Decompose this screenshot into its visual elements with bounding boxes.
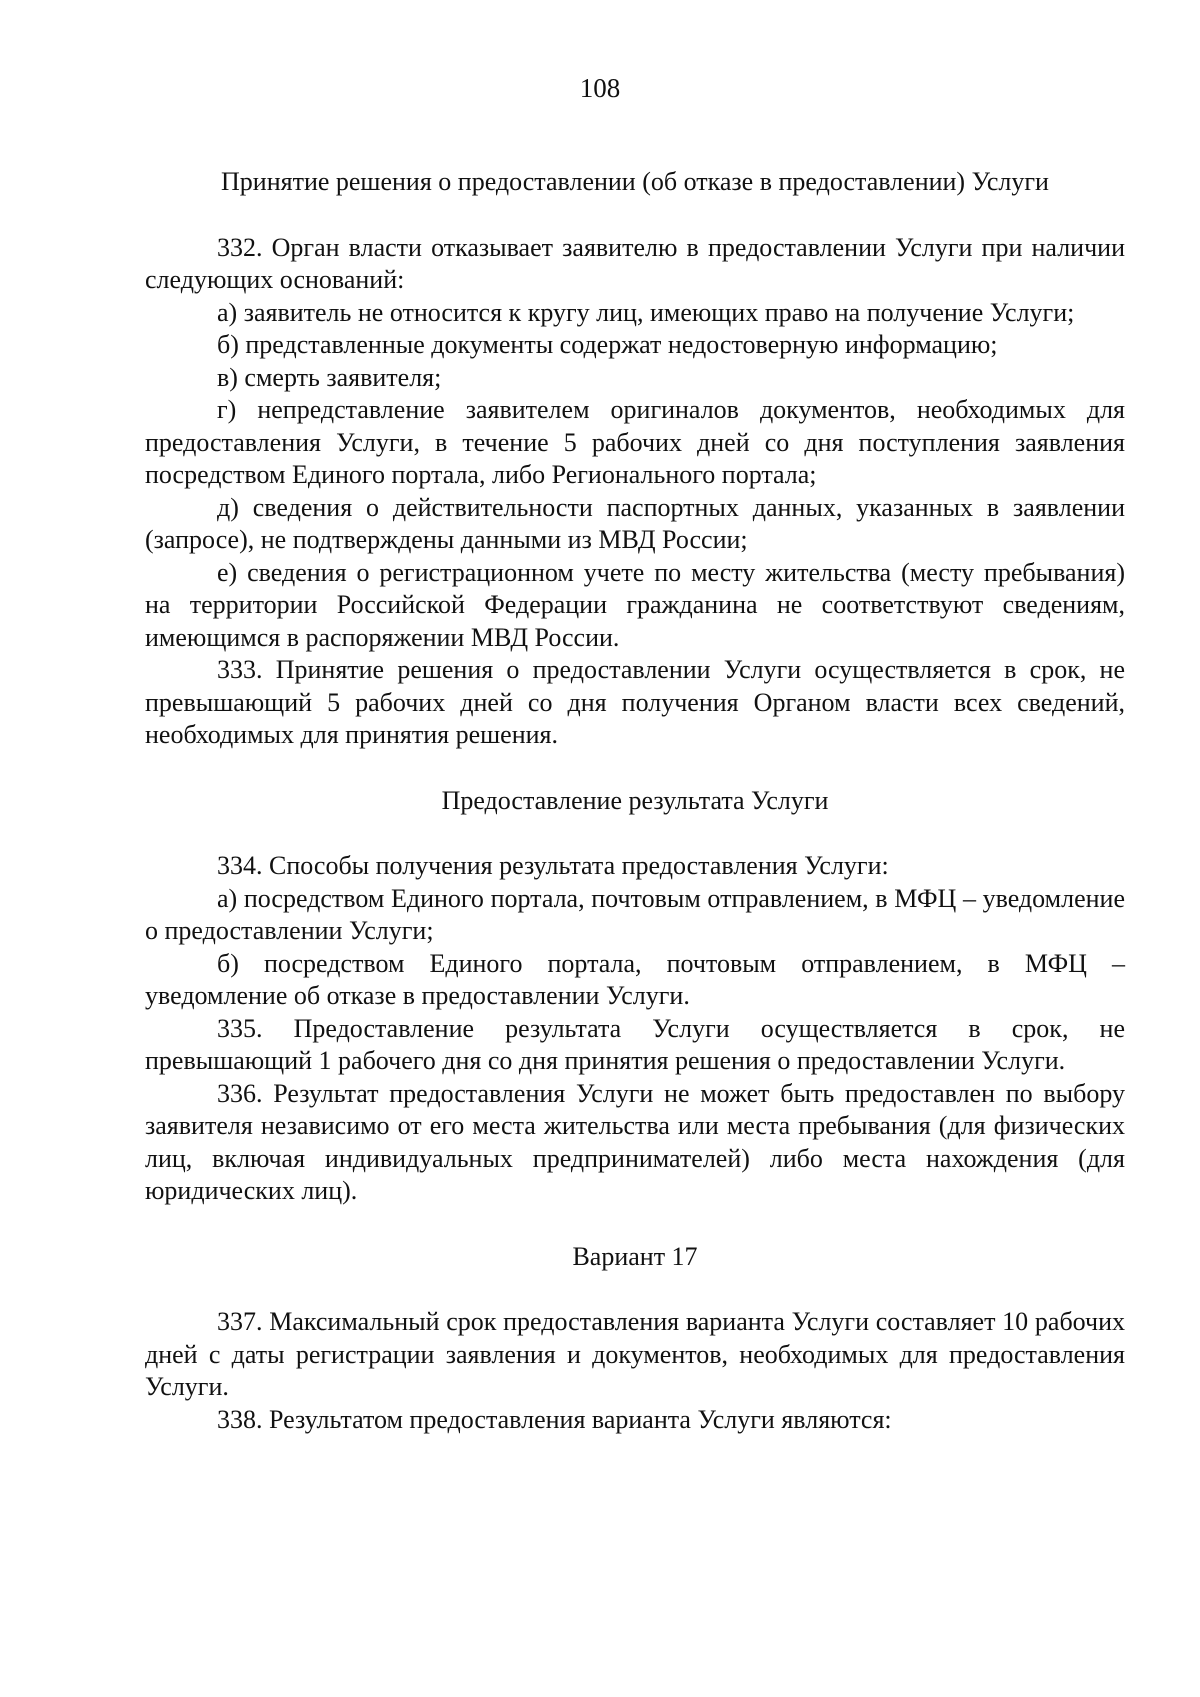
paragraph-332-v: в) смерть заявителя;	[217, 362, 442, 392]
paragraph-335: 335. Предоставление результата Услуги осуществляется в срок, не превышающий 1 рабочего дня со дня принятия решения о предоставлении Услуги.	[145, 1013, 1125, 1075]
paragraph-334: 334. Способы получения результата предоставления Услуги:	[217, 851, 889, 880]
section-heading-decision: Принятие решения о предоставлении (об отказе в предоставлении) Услуги	[221, 167, 1049, 196]
section-heading-variant-17: Вариант 17	[572, 1241, 698, 1271]
paragraph-334-a: а) посредством Единого портала, почтовым отправлением, в МФЦ – уведомление о предоставлении Услуги;	[145, 883, 1125, 945]
paragraph-337: 337. Максимальный срок предоставления варианта Услуги составляет 10 рабочих дней с даты регистрации заявления и документов, необходимых для предоставления Услуги.	[145, 1307, 1125, 1401]
paragraph-332-g: г) непредставление заявителем оригиналов документов, необходимых для предоставления Услуги, в течение 5 рабочих дней со дня поступления заявления посредством Единого портала, либо Регионального портала;	[145, 395, 1125, 489]
section-heading-result: Предоставление результата Услуги	[441, 785, 829, 815]
paragraph-332-b: б) представленные документы содержат недостоверную информацию;	[217, 330, 998, 359]
document-body	[145, 166, 1125, 1436]
paragraph-332: 332. Орган власти отказывает заявителю в предоставлении Услуги при наличии следующих оснований:	[145, 232, 1125, 294]
paragraph-336: 336. Результат предоставления Услуги не может быть предоставлен по выбору заявителя независимо от его места жительства или места пребывания (для физических лиц, включая индивидуальных предпринимателей) либо места нахождения (для юридических лиц).	[145, 1078, 1125, 1205]
paragraph-334-b: б) посредством Единого портала, почтовым отправлением, в МФЦ – уведомление об отказе в предоставлении Услуги.	[145, 948, 1125, 1010]
paragraph-332-e: е) сведения о регистрационном учете по месту жительства (месту пребывания) на территории Российской Федерации гражданина не соответствуют сведениям, имеющимся в распоряжении МВД России.	[145, 557, 1125, 652]
paragraph-332-d: д) сведения о действительности паспортных данных, указанных в заявлении (запросе), не подтверждены данными из МВД России;	[145, 492, 1125, 554]
page-number: 108	[579, 73, 621, 103]
paragraph-333: 333. Принятие решения о предоставлении Услуги осуществляется в срок, не превышающий 5 рабочих дней со дня получения Органом власти всех сведений, необходимых для принятия решения.	[145, 655, 1125, 749]
paragraph-338: 338. Результатом предоставления варианта Услуги являются:	[217, 1404, 892, 1434]
paragraph-332-a: а) заявитель не относится к кругу лиц, имеющих право на получение Услуги;	[217, 297, 1075, 327]
